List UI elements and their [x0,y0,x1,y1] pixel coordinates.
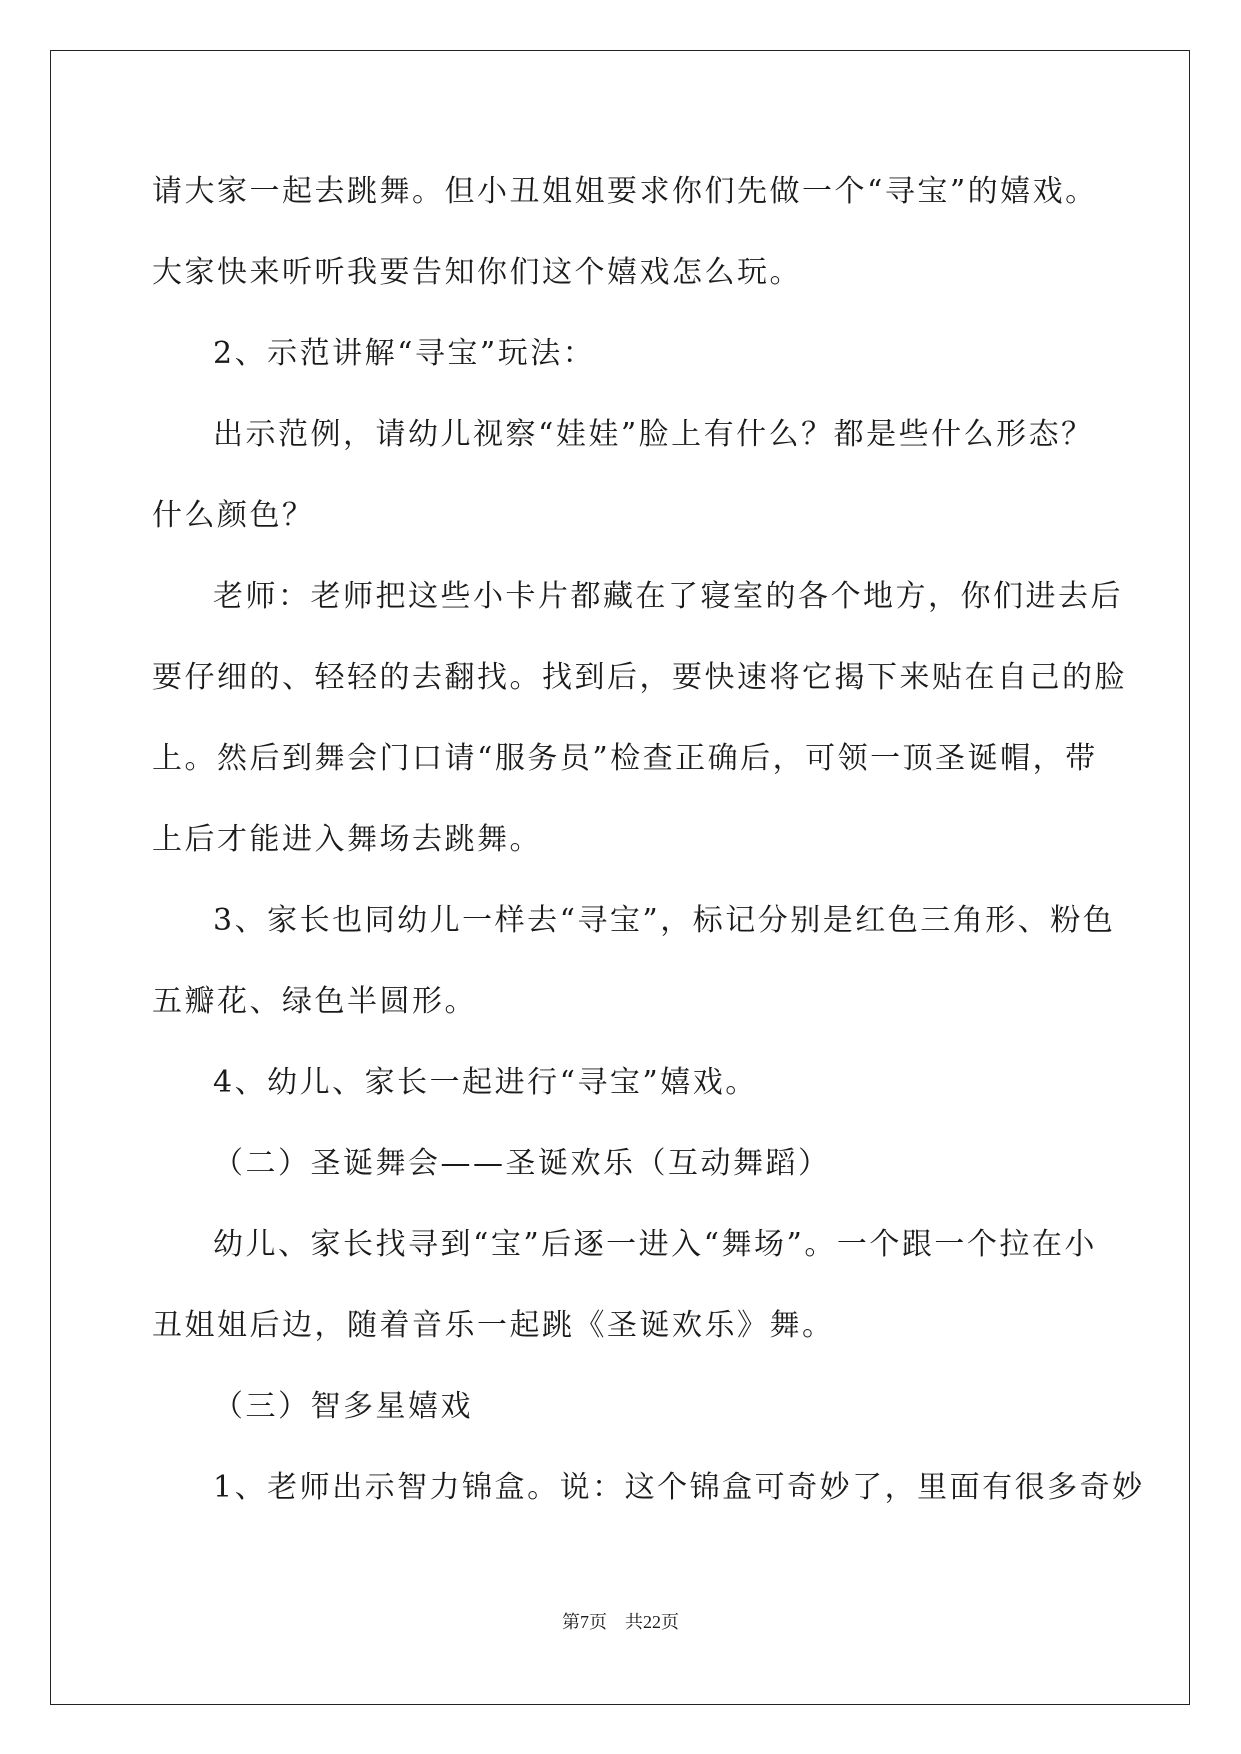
text-line: 3、家长也同幼儿一样去“寻宝”，标记分别是红色三角形、粉色 [213,903,1116,938]
text-line: 出示范例，请幼儿视察“娃娃”脸上有什么？都是些什么形态？ [213,417,1094,452]
text-line: 1、老师出示智力锦盒。说：这个锦盒可奇妙了，里面有很多奇妙 [213,1470,1145,1505]
text-line: 老师：老师把这些小卡片都藏在了寝室的各个地方，你们进去后 [213,579,1123,614]
text-line: 上。然后到舞会门口请“服务员”检查正确后，可领一顶圣诞帽，带 [152,741,1098,776]
page-number: 第7页 [562,1612,607,1632]
text-line: 丑姐姐后边，随着音乐一起跳《圣诞欢乐》舞。 [152,1308,835,1343]
text-line: 4、幼儿、家长一起进行“寻宝”嬉戏。 [213,1065,758,1100]
text-line: 大家快来听听我要告知你们这个嬉戏怎么玩。 [152,255,802,290]
page-footer [0,1610,1241,1634]
section-heading: （二）圣诞舞会——圣诞欢乐（互动舞蹈） [213,1146,831,1181]
section-heading: （三）智多星嬉戏 [213,1389,473,1424]
page-total: 共22页 [625,1612,679,1632]
section-heading: 2、示范讲解“寻宝”玩法： [213,336,596,371]
text-line: 什么颜色？ [152,498,315,533]
text-line: 请大家一起去跳舞。但小丑姐姐要求你们先做一个“寻宝”的嬉戏。 [152,174,1098,209]
text-line: 幼儿、家长找寻到“宝”后逐一进入“舞场”。一个跟一个拉在小 [213,1227,1097,1262]
text-line: 五瓣花、绿色半圆形。 [152,984,477,1019]
page-border [50,50,1190,1705]
text-line: 上后才能进入舞场去跳舞。 [152,822,542,857]
text-line: 要仔细的、轻轻的去翻找。找到后，要快速将它揭下来贴在自己的脸 [152,660,1127,695]
